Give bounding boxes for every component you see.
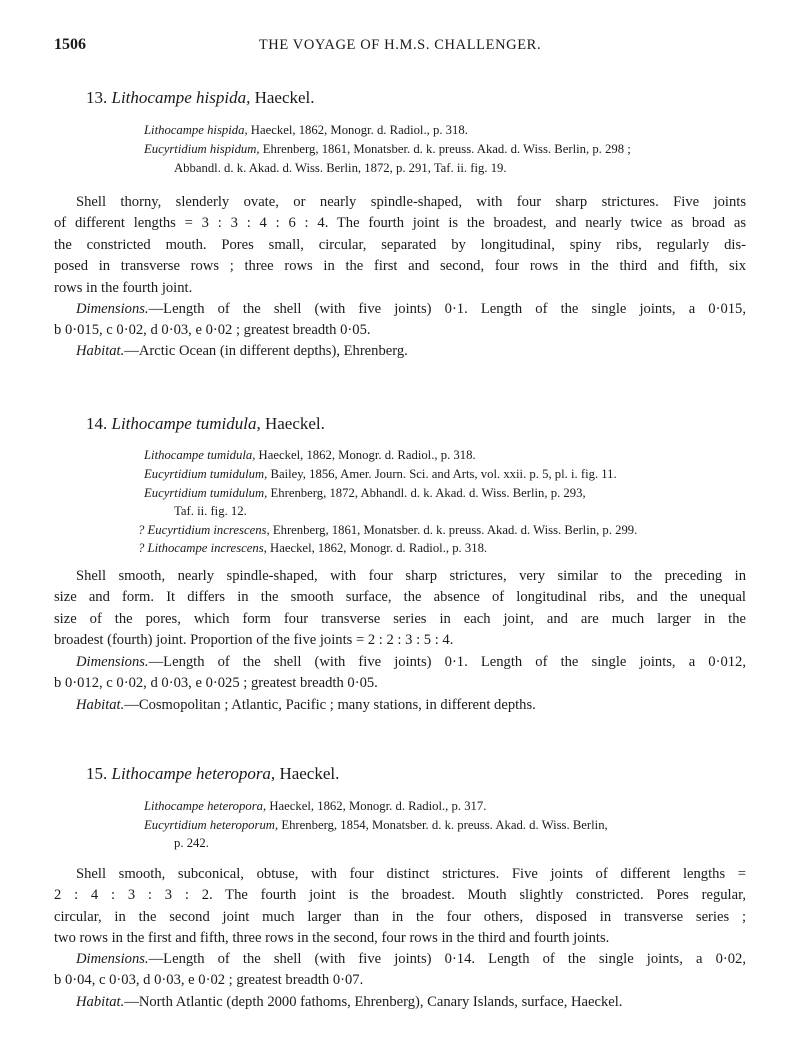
species-name: Lithocampe hispida, — [111, 88, 251, 107]
running-title: THE VOYAGE OF H.M.S. CHALLENGER. — [258, 37, 542, 53]
dimensions-label: Dimensions. — [76, 301, 149, 317]
text-line: posed in transverse rows ; three rows in the first and second, four rows in the third and fifth, six — [54, 258, 746, 275]
text-line: size and form. It differs in the smooth surface, the absence of longitudinal ribs, and the unequal — [54, 589, 746, 606]
text-line: of different lengths = 3 : 3 : 4 : 6 : 4. The fourth joint is the broadest, and nearly twice as broad as — [54, 215, 746, 232]
dimensions-paragraph — [54, 299, 746, 342]
synonym-continuation — [174, 833, 209, 853]
species-author: Haeckel. — [279, 764, 340, 783]
synonym-line — [144, 815, 608, 835]
synonym-line — [144, 464, 617, 484]
dimensions-line — [54, 949, 746, 970]
habitat-line — [54, 341, 746, 362]
habitat-line — [54, 992, 746, 1013]
dimensions-line — [54, 299, 746, 320]
synonym-reference: Ehrenberg, 1861, Monatsber. d. k. preuss. Akad. d. Wiss. Berlin, p. 298 ; — [262, 142, 631, 156]
habitat-label: Habitat. — [76, 697, 125, 713]
dimensions-text: —Length of the shell (with five joints) 0·1. Length of the single joints, a 0·012, — [148, 654, 746, 670]
species-heading — [86, 414, 325, 434]
synonym-reference: Taf. ii. fig. 12. — [174, 504, 247, 518]
habitat-line — [54, 695, 746, 716]
synonym-line — [144, 796, 486, 816]
synonym-name: Eucyrtidium tumidulum, — [144, 467, 268, 481]
dimensions-label: Dimensions. — [76, 654, 149, 670]
text-line: rows in the fourth joint. — [54, 279, 193, 296]
species-number: 14. — [86, 414, 108, 433]
species-author: Haeckel. — [264, 414, 325, 433]
species-number: 15. — [86, 764, 108, 783]
habitat-text: —Cosmopolitan ; Atlantic, Pacific ; many stations, in different depths. — [124, 697, 536, 713]
dimensions-line: b 0·012, c 0·02, d 0·03, e 0·025 ; greatest breadth 0·05. — [54, 675, 378, 692]
habitat-text: —North Atlantic (depth 2000 fathoms, Ehrenberg), Canary Islands, surface, Haeckel. — [124, 994, 623, 1010]
species-heading — [86, 88, 315, 108]
synonym-line — [138, 538, 487, 558]
synonym-name: Lithocampe heteropora, — [144, 799, 267, 813]
synonym-line — [138, 520, 637, 540]
habitat-paragraph — [54, 695, 746, 716]
species-name: Lithocampe heteropora, — [111, 764, 276, 783]
synonym-name: Eucyrtidium tumidulum, — [144, 486, 268, 500]
habitat-paragraph — [54, 992, 746, 1013]
species-heading — [86, 764, 339, 784]
species-name: Lithocampe tumidula, — [111, 414, 261, 433]
page-number: 1506 — [54, 36, 86, 53]
text-line: the constricted mouth. Pores small, circular, separated by longitudinal, spiny ribs, regularly dis- — [54, 236, 746, 253]
habitat-label: Habitat. — [76, 343, 125, 359]
dimensions-line: b 0·015, c 0·02, d 0·03, e 0·02 ; greatest breadth 0·05. — [54, 322, 371, 339]
synonym-reference: Abbandl. d. k. Akad. d. Wiss. Berlin, 1872, p. 291, Taf. ii. fig. 19. — [174, 161, 507, 175]
synonym-reference: Haeckel, 1862, Monogr. d. Radiol., p. 318. — [250, 123, 468, 137]
species-author: Haeckel. — [254, 88, 315, 107]
synonym-reference: Haeckel, 1862, Monogr. d. Radiol., p. 318. — [258, 448, 476, 462]
text-line: Shell smooth, subconical, obtuse, with four distinct strictures. Five joints of different lengths = — [76, 866, 746, 882]
dimensions-paragraph — [54, 949, 746, 992]
synonym-line — [144, 120, 468, 140]
dimensions-line: b 0·04, c 0·03, d 0·03, e 0·02 ; greatest breadth 0·07. — [54, 972, 364, 989]
synonym-name: Lithocampe hispida, — [144, 123, 248, 137]
synonym-name: Eucyrtidium heteroporum, — [144, 818, 279, 832]
description-paragraph — [54, 864, 746, 950]
description-paragraph — [54, 192, 746, 299]
text-line: broadest (fourth) joint. Proportion of the five joints = 2 : 2 : 3 : 5 : 4. — [54, 632, 454, 649]
synonym-line — [144, 483, 586, 503]
text-line: size of the pores, which form four transverse series in each joint, and are much larger in the — [54, 610, 746, 627]
synonym-reference: Ehrenberg, 1854, Monatsber. d. k. preuss. Akad. d. Wiss. Berlin, — [281, 818, 608, 832]
species-number: 13. — [86, 88, 108, 107]
habitat-text: —Arctic Ocean (in different depths), Ehrenberg. — [124, 343, 408, 359]
dimensions-text: —Length of the shell (with five joints) 0·1. Length of the single joints, a 0·015, — [148, 301, 746, 317]
synonym-name: ? Eucyrtidium increscens, — [138, 523, 270, 537]
synonym-reference: Haeckel, 1862, Monogr. d. Radiol., p. 317. — [269, 799, 487, 813]
text-line: circular, in the second joint much larger than in the four others, disposed in transverse series ; — [54, 908, 746, 925]
text-line: two rows in the first and fifth, three rows in the second, four rows in the third and fourth joints. — [54, 930, 610, 947]
dimensions-line — [54, 652, 746, 673]
synonym-reference: p. 242. — [174, 836, 209, 850]
habitat-label: Habitat. — [76, 994, 125, 1010]
habitat-paragraph — [54, 341, 746, 362]
text-line: Shell smooth, nearly spindle-shaped, with four sharp strictures, very similar to the preceding in — [76, 568, 746, 584]
synonym-name: Lithocampe tumidula, — [144, 448, 256, 462]
synonym-line — [144, 139, 631, 159]
description-paragraph — [54, 566, 746, 652]
synonym-name: Eucyrtidium hispidum, — [144, 142, 260, 156]
synonym-name: ? Lithocampe increscens, — [138, 541, 267, 555]
synonym-continuation — [174, 501, 247, 521]
dimensions-label: Dimensions. — [76, 951, 149, 967]
text-line: 2 : 4 : 3 : 3 : 2. The fourth joint is the broadest. Mouth slightly constricted. Pores regular, — [54, 887, 746, 904]
dimensions-text: —Length of the shell (with five joints) 0·14. Length of the single joints, a 0·02, — [148, 951, 746, 967]
synonym-continuation — [174, 158, 507, 178]
dimensions-paragraph — [54, 652, 746, 695]
synonym-line — [144, 445, 476, 465]
synonym-reference: Ehrenberg, 1861, Monatsber. d. k. preuss. Akad. d. Wiss. Berlin, p. 299. — [272, 523, 638, 537]
synonym-reference: Haeckel, 1862, Monogr. d. Radiol., p. 318. — [270, 541, 488, 555]
synonym-reference: Ehrenberg, 1872, Abhandl. d. k. Akad. d. Wiss. Berlin, p. 293, — [270, 486, 586, 500]
text-line: Shell thorny, slenderly ovate, or nearly spindle-shaped, with four sharp strictures. Five joints — [76, 194, 746, 210]
synonym-reference: Bailey, 1856, Amer. Journ. Sci. and Arts, vol. xxii. p. 5, pl. i. fig. 11. — [270, 467, 617, 481]
running-header — [54, 36, 746, 58]
